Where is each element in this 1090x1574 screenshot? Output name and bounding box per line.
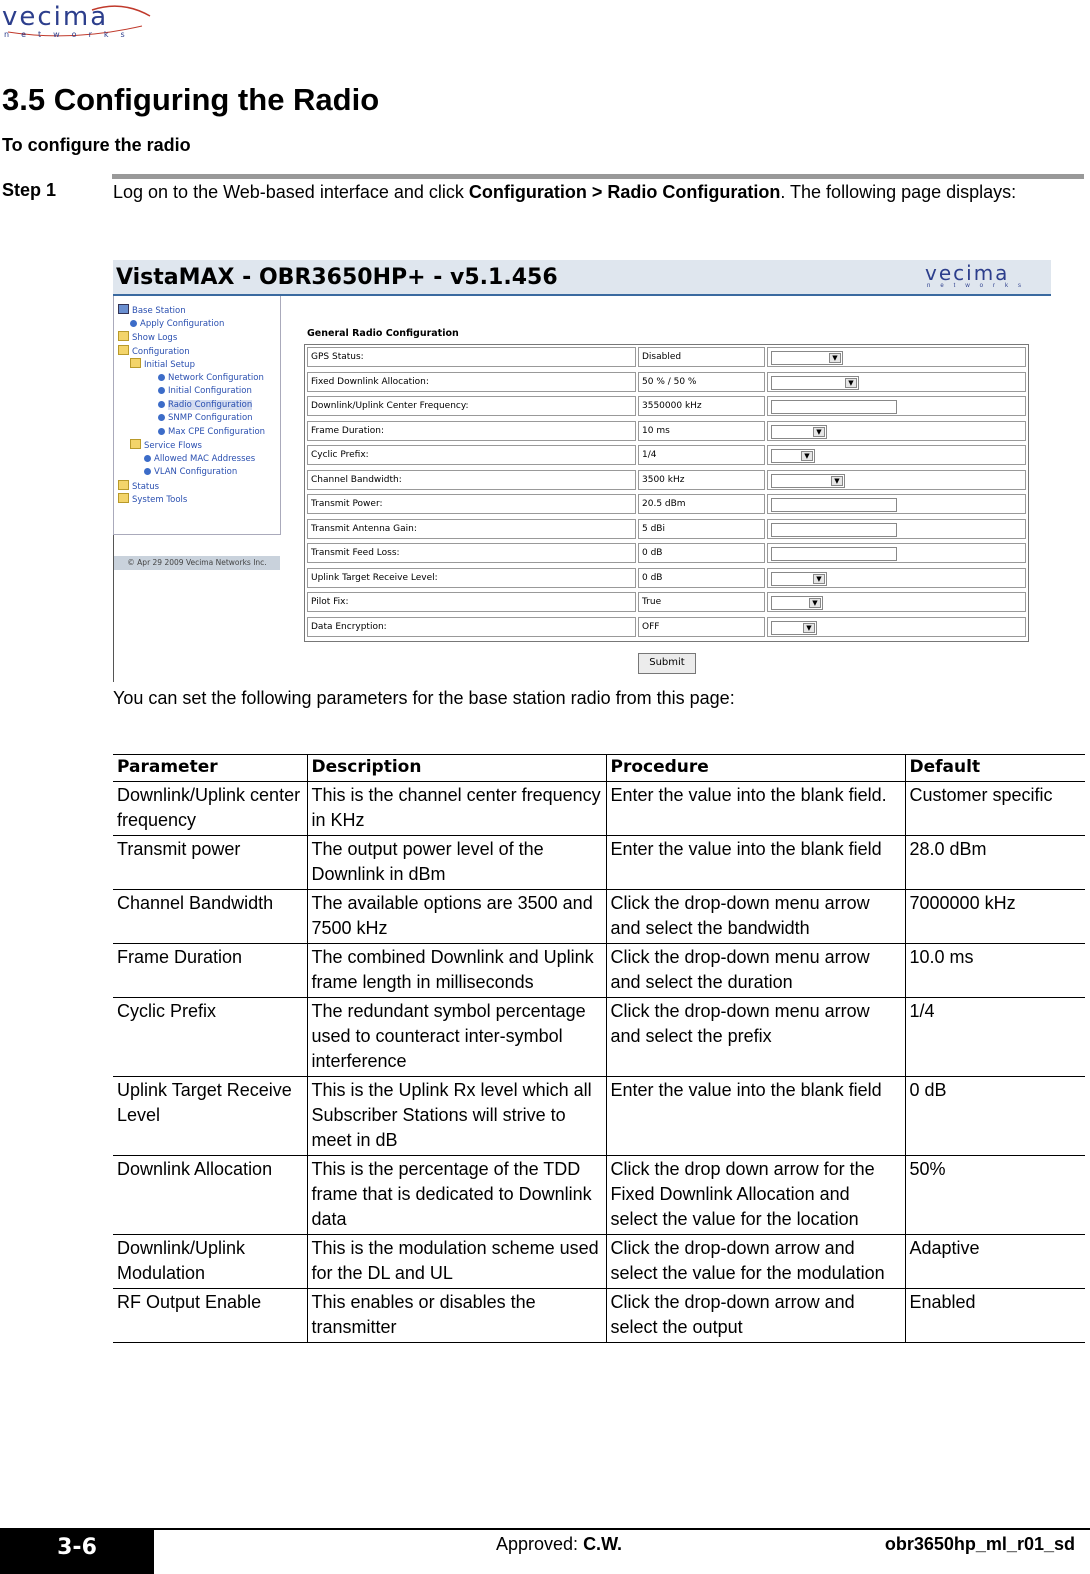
tree-item-label: Apply Configuration bbox=[140, 318, 225, 329]
tree-item[interactable] bbox=[118, 304, 186, 316]
tree-item[interactable] bbox=[130, 318, 224, 330]
form-row bbox=[305, 566, 1028, 590]
table-cell: Cyclic Prefix bbox=[113, 998, 307, 1077]
tree-item-label: Initial Configuration bbox=[168, 386, 252, 396]
dropdown-select[interactable] bbox=[771, 351, 843, 365]
table-row bbox=[113, 890, 1085, 944]
form-row-current-value: 50 % / 50 % bbox=[638, 372, 765, 392]
step-text-after: . The following page displays: bbox=[780, 182, 1017, 202]
logo-word: vecima bbox=[2, 2, 109, 32]
form-row-control bbox=[767, 592, 1026, 612]
radio-config-screenshot bbox=[113, 260, 1053, 682]
tree-item-label: Status bbox=[132, 481, 160, 492]
table-header-row bbox=[113, 755, 1085, 782]
table-row bbox=[113, 998, 1085, 1077]
table-cell: 1/4 bbox=[905, 998, 1085, 1077]
table-cell: The redundant symbol percentage used to counteract inter-symbol interference bbox=[307, 998, 606, 1077]
form-row bbox=[305, 345, 1028, 369]
step-text-before: Log on to the Web-based interface and click bbox=[113, 182, 469, 202]
table-cell: Enter the value into the blank field bbox=[606, 836, 905, 890]
table-cell: Adaptive bbox=[905, 1235, 1085, 1289]
bullet-icon bbox=[144, 468, 151, 475]
form-row bbox=[305, 394, 1028, 418]
form-row bbox=[305, 419, 1028, 443]
radio-config-form bbox=[304, 344, 1029, 642]
dropdown-select[interactable] bbox=[771, 596, 823, 610]
folder-icon bbox=[118, 331, 129, 341]
table-row bbox=[113, 782, 1085, 836]
form-row-current-value: 10 ms bbox=[638, 421, 765, 441]
tree-item[interactable] bbox=[158, 385, 252, 397]
form-row-label: Fixed Downlink Allocation: bbox=[307, 372, 636, 392]
table-cell: Downlink/Uplink Modulation bbox=[113, 1235, 307, 1289]
form-row-current-value: 20.5 dBm bbox=[638, 494, 765, 514]
form-row-control bbox=[767, 519, 1026, 539]
dropdown-arrow-icon[interactable]: ▼ bbox=[809, 598, 821, 608]
form-row-control bbox=[767, 617, 1026, 637]
tree-item-label: Network Configuration bbox=[168, 372, 264, 383]
step-label: Step 1 bbox=[2, 180, 57, 200]
table-cell: Frame Duration bbox=[113, 944, 307, 998]
station-icon bbox=[118, 304, 129, 314]
table-row bbox=[113, 1077, 1085, 1156]
tree-item-label: SNMP Configuration bbox=[168, 413, 253, 423]
logo-sub: networks bbox=[4, 30, 137, 39]
dropdown-select[interactable] bbox=[771, 449, 815, 463]
table-cell: Uplink Target Receive Level bbox=[113, 1077, 307, 1156]
tree-item[interactable] bbox=[118, 331, 177, 343]
form-row bbox=[305, 541, 1028, 565]
table-cell: Enter the value into the blank field. bbox=[606, 782, 905, 836]
dropdown-arrow-icon[interactable]: ▼ bbox=[831, 476, 843, 486]
form-row-current-value: 0 dB bbox=[638, 543, 765, 563]
text-input[interactable] bbox=[771, 523, 897, 537]
app-header bbox=[113, 260, 1051, 296]
table-cell: Click the drop-down menu arrow and select the bandwidth bbox=[606, 890, 905, 944]
intro-text: You can set the following parameters for the base station radio from this page: bbox=[113, 688, 735, 708]
tree-item-label: Service Flows bbox=[144, 441, 202, 451]
dropdown-select[interactable] bbox=[771, 621, 817, 635]
table-cell: Enabled bbox=[905, 1289, 1085, 1343]
footer-rule bbox=[0, 1528, 1090, 1530]
table-cell: Click the drop-down menu arrow and select the duration bbox=[606, 944, 905, 998]
approval-initials: C.W. bbox=[583, 1534, 623, 1554]
form-row-label: Transmit Power: bbox=[307, 494, 636, 514]
tree-item-label: Base Station bbox=[132, 306, 186, 316]
table-cell: 0 dB bbox=[905, 1077, 1085, 1156]
step-text-menu-path: Configuration > Radio Configuration bbox=[468, 182, 781, 202]
form-row-label: Uplink Target Receive Level: bbox=[307, 568, 636, 588]
tree-item[interactable] bbox=[118, 345, 190, 357]
table-cell: Enter the value into the blank field bbox=[606, 1077, 905, 1156]
form-row bbox=[305, 468, 1028, 492]
submit-button[interactable]: Submit bbox=[638, 653, 696, 674]
folder-icon bbox=[118, 493, 129, 503]
page-title: 3.5 Configuring the Radio bbox=[2, 82, 380, 117]
dropdown-arrow-icon[interactable]: ▼ bbox=[845, 378, 857, 388]
copyright: © Apr 29 2009 Vecima Networks Inc. bbox=[114, 556, 280, 570]
section-subtitle: To configure the radio bbox=[2, 135, 191, 155]
form-row-control bbox=[767, 396, 1026, 416]
text-input[interactable] bbox=[771, 400, 897, 414]
tree-item[interactable] bbox=[158, 399, 252, 411]
form-row-control bbox=[767, 543, 1026, 563]
header-logo-sub: networks bbox=[927, 283, 1032, 289]
approval-label: Approved: bbox=[496, 1534, 584, 1554]
form-row-control bbox=[767, 568, 1026, 588]
tree-item[interactable] bbox=[144, 453, 255, 465]
bullet-icon bbox=[158, 414, 165, 421]
tree-item[interactable] bbox=[118, 480, 159, 492]
dropdown-arrow-icon[interactable]: ▼ bbox=[801, 451, 813, 461]
form-row-label: Pilot Fix: bbox=[307, 592, 636, 612]
form-row-current-value: Disabled bbox=[638, 347, 765, 367]
bullet-icon bbox=[158, 374, 165, 381]
table-body bbox=[113, 782, 1085, 1343]
header-logo bbox=[925, 263, 1043, 291]
form-row bbox=[305, 590, 1028, 614]
form-row bbox=[305, 492, 1028, 516]
tree-item[interactable] bbox=[144, 466, 237, 478]
tree-item[interactable] bbox=[118, 493, 187, 505]
form-row-label: Transmit Feed Loss: bbox=[307, 543, 636, 563]
tree-item-label: Max CPE Configuration bbox=[168, 426, 266, 437]
form-row-current-value: 1/4 bbox=[638, 445, 765, 465]
table-cell: 28.0 dBm bbox=[905, 836, 1085, 890]
bullet-icon bbox=[158, 401, 165, 408]
table-row bbox=[113, 1235, 1085, 1289]
tree-item[interactable] bbox=[130, 439, 202, 451]
approval bbox=[496, 1534, 622, 1555]
bullet-icon bbox=[158, 428, 165, 435]
form-row-label: GPS Status: bbox=[307, 347, 636, 367]
app-title: VistaMAX - OBR3650HP+ - v5.1.456 bbox=[116, 265, 558, 290]
header-logo-word: vecima bbox=[925, 261, 1010, 285]
bullet-icon bbox=[158, 387, 165, 394]
table-cell: This is the percentage of the TDD frame that is dedicated to Downlink data bbox=[307, 1156, 606, 1235]
table-cell: This is the Uplink Rx level which all Subscriber Stations will strive to meet in dB bbox=[307, 1077, 606, 1156]
folder-icon bbox=[118, 345, 129, 355]
divider bbox=[112, 174, 1084, 179]
form-row bbox=[305, 370, 1028, 394]
column-header: Default bbox=[905, 755, 1085, 782]
table-cell: Channel Bandwidth bbox=[113, 890, 307, 944]
dropdown-arrow-icon[interactable]: ▼ bbox=[813, 427, 825, 437]
table-cell: This is the channel center frequency in KHz bbox=[307, 782, 606, 836]
table-cell: Click the drop down arrow for the Fixed Downlink Allocation and select the value for the location bbox=[606, 1156, 905, 1235]
table-cell: The output power level of the Downlink in dBm bbox=[307, 836, 606, 890]
table-cell: The available options are 3500 and 7500 kHz bbox=[307, 890, 606, 944]
form-row bbox=[305, 615, 1028, 639]
form-row-label: Data Encryption: bbox=[307, 617, 636, 637]
column-header: Description bbox=[307, 755, 606, 782]
column-header: Parameter bbox=[113, 755, 307, 782]
form-title: General Radio Configuration bbox=[307, 328, 459, 339]
form-row-label: Transmit Antenna Gain: bbox=[307, 519, 636, 539]
table-cell: 10.0 ms bbox=[905, 944, 1085, 998]
form-row-control bbox=[767, 347, 1026, 367]
tree-item[interactable] bbox=[158, 426, 265, 438]
table-cell: 50% bbox=[905, 1156, 1085, 1235]
table-row bbox=[113, 836, 1085, 890]
tree-item-label: Initial Setup bbox=[144, 360, 195, 370]
form-row-label: Channel Bandwidth: bbox=[307, 470, 636, 490]
table-cell: Click the drop-down arrow and select the value for the modulation bbox=[606, 1235, 905, 1289]
folder-icon bbox=[130, 358, 141, 368]
navigation-tree bbox=[113, 296, 281, 567]
tree-item-label: Allowed MAC Addresses bbox=[154, 453, 256, 464]
folder-icon bbox=[130, 439, 141, 449]
text-input[interactable] bbox=[771, 547, 897, 561]
form-row-current-value: True bbox=[638, 592, 765, 612]
form-row-label: Frame Duration: bbox=[307, 421, 636, 441]
form-row-current-value: 3500 kHz bbox=[638, 470, 765, 490]
dropdown-arrow-icon[interactable]: ▼ bbox=[813, 574, 825, 584]
form-row-current-value: 0 dB bbox=[638, 568, 765, 588]
tree-item[interactable] bbox=[158, 412, 253, 424]
table-row bbox=[113, 944, 1085, 998]
text-input[interactable] bbox=[771, 498, 897, 512]
form-row-control bbox=[767, 372, 1026, 392]
folder-icon bbox=[118, 480, 129, 490]
step-text bbox=[113, 180, 1078, 205]
dropdown-arrow-icon[interactable]: ▼ bbox=[803, 623, 815, 633]
column-header: Procedure bbox=[606, 755, 905, 782]
table-cell: RF Output Enable bbox=[113, 1289, 307, 1343]
form-row bbox=[305, 517, 1028, 541]
tree-item[interactable] bbox=[158, 372, 264, 384]
dropdown-arrow-icon[interactable]: ▼ bbox=[829, 353, 841, 363]
page-number: 3-6 bbox=[0, 1530, 154, 1574]
tree-item[interactable] bbox=[130, 358, 195, 370]
table-cell: Downlink Allocation bbox=[113, 1156, 307, 1235]
form-row-label: Downlink/Uplink Center Frequency: bbox=[307, 396, 636, 416]
bullet-icon bbox=[144, 455, 151, 462]
form-row bbox=[305, 443, 1028, 467]
form-row-label: Cyclic Prefix: bbox=[307, 445, 636, 465]
parameter-table bbox=[113, 754, 1085, 1343]
tree-item-label: System Tools bbox=[132, 495, 188, 505]
table-cell: Transmit power bbox=[113, 836, 307, 890]
form-row-control bbox=[767, 494, 1026, 514]
form-row-current-value: OFF bbox=[638, 617, 765, 637]
form-row-current-value: 3550000 kHz bbox=[638, 396, 765, 416]
tree-item-label: Configuration bbox=[132, 346, 190, 357]
table-row bbox=[113, 1289, 1085, 1343]
dropdown-select[interactable] bbox=[771, 376, 859, 390]
form-row-control bbox=[767, 421, 1026, 441]
form-row-current-value: 5 dBi bbox=[638, 519, 765, 539]
tree-item-label: VLAN Configuration bbox=[154, 467, 238, 477]
bullet-icon bbox=[130, 320, 137, 327]
dropdown-select[interactable] bbox=[771, 425, 827, 439]
table-cell: Click the drop-down menu arrow and select the prefix bbox=[606, 998, 905, 1077]
tree-item-label: Radio Configuration bbox=[168, 399, 253, 410]
table-cell: The combined Downlink and Uplink frame length in milliseconds bbox=[307, 944, 606, 998]
vecima-logo bbox=[2, 2, 152, 38]
table-cell: Click the drop-down arrow and select the output bbox=[606, 1289, 905, 1343]
table-cell: Customer specific bbox=[905, 782, 1085, 836]
tree-item-label: Show Logs bbox=[132, 333, 178, 343]
document-id: obr3650hp_ml_r01_sd bbox=[884, 1534, 1075, 1554]
table-cell: This enables or disables the transmitter bbox=[307, 1289, 606, 1343]
form-row-control bbox=[767, 445, 1026, 465]
table-cell: 7000000 kHz bbox=[905, 890, 1085, 944]
dropdown-select[interactable] bbox=[771, 474, 845, 488]
table-cell: This is the modulation scheme used for the DL and UL bbox=[307, 1235, 606, 1289]
dropdown-select[interactable] bbox=[771, 572, 827, 586]
table-row bbox=[113, 1156, 1085, 1235]
form-row-control bbox=[767, 470, 1026, 490]
table-cell: Downlink/Uplink center frequency bbox=[113, 782, 307, 836]
